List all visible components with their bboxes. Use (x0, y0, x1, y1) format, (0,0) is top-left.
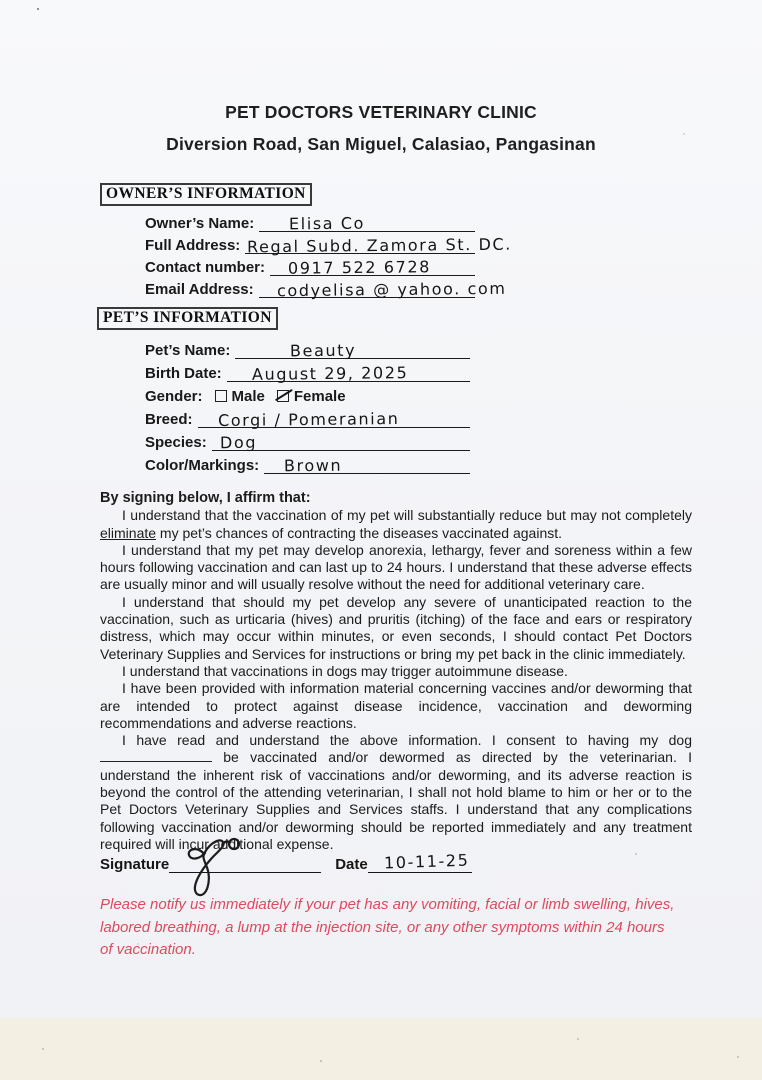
p6-pre: I have read and understand the above information. I consent to having my dog (122, 732, 692, 749)
owner-name-label: Owner’s Name: (145, 215, 255, 232)
owner-email-row (145, 276, 507, 301)
scan-artifacts (37, 8, 39, 10)
female-checkbox-checked-icon (277, 390, 289, 402)
gender-options (208, 388, 351, 405)
underlined-word: eliminate (100, 524, 157, 541)
owner-name-line (259, 209, 475, 232)
pet-gender-row (145, 382, 470, 405)
owner-section-heading: OWNER’S INFORMATION (100, 183, 312, 206)
date-label: Date (335, 856, 368, 873)
owner-address-line (245, 231, 513, 257)
pet-birthdate-label: Birth Date: (145, 365, 222, 382)
owner-address-label: Full Address: (145, 237, 241, 254)
pet-birthdate-value: August 29, 2025 (251, 363, 409, 384)
consent-text-block (100, 490, 692, 853)
owner-address-row (145, 232, 513, 257)
clinic-address: Diversion Road, San Miguel, Calasiao, Pangasinan (166, 134, 596, 154)
p6-post: be vaccinated and/or dewormed as directed by the veterinarian. I understand the inherent risk of vaccinations and/or deworming, and its adverse reaction is beyond the control of the attending veterinarian, I shall not hold blame to him or her or to the Pet Doctors Veterinary Supplies and Services staffs. I understand that any complications following vaccination and/or deworming should be reported immediately and any treatment required will incur additional expense. (100, 749, 692, 852)
date-value: 10-11-25 (383, 850, 470, 873)
owner-email-line (259, 275, 507, 301)
pet-birthdate-line (227, 358, 470, 382)
pet-section-heading: PET’S INFORMATION (97, 307, 278, 330)
affirmation-heading: By signing below, I affirm that: (100, 490, 311, 506)
pet-species-row (145, 428, 470, 451)
p1-post: my pet’s chances of contracting the diseases vaccinated against. (156, 524, 563, 541)
signature-scribble (168, 834, 288, 900)
pet-breed-label: Breed: (145, 411, 193, 428)
owner-fields (145, 210, 513, 301)
female-option-label: Female (293, 388, 346, 405)
pet-breed-row (145, 405, 470, 428)
owner-contact-label: Contact number: (145, 259, 265, 276)
pet-breed-value: Corgi / Pomeranian (217, 409, 400, 430)
owner-email-value: codyelisa @ yahoo. com (276, 278, 507, 301)
pet-name-label: Pet’s Name: (145, 342, 231, 359)
pet-name-line (235, 335, 470, 359)
owner-name-row (145, 210, 475, 232)
pet-species-label: Species: (145, 434, 207, 451)
owner-contact-row (145, 254, 475, 276)
affirmation-paragraph-1 (100, 507, 692, 542)
affirmation-paragraph-3: I understand that should my pet develop any severe of unanticipated reaction to the vaccination, such as urticaria (hives) and pruritis (itching) of the face and ears or respiratory distress, which may occur within minutes, or even seconds, I should contact Pet Doctors Veterinary Supplies and Services for instructions or bring my pet back in the clinic immediately. (100, 593, 692, 662)
pet-species-value: Dog (219, 432, 257, 453)
affirmation-paragraph-4: I understand that vaccinations in dogs may trigger autoimmune disease. (122, 662, 568, 679)
signature-label: Signature (100, 856, 170, 873)
emergency-notice-text: Please notify us immediately if your pet has any vomiting, facial or limb swelling, hives, labored breathing, a lump at the injection site, or any other symptoms within 24 hours of vaccination. (100, 896, 675, 958)
pet-birthdate-row (145, 359, 470, 382)
affirmation-paragraph-5: I have been provided with information material concerning vaccines and/or deworming that are intended to protect against disease incidence, vaccination and deworming recommendations and adverse reactions. (100, 680, 692, 731)
owner-name-value: Elisa Co (289, 213, 366, 234)
pet-fields (145, 336, 470, 474)
dog-name-blank-line (100, 750, 212, 762)
owner-contact-line (270, 253, 475, 276)
pet-color-row (145, 451, 470, 474)
male-option-label: Male (231, 388, 265, 405)
owner-address-value: Regal Subd. Zamora St. DC. (247, 234, 513, 257)
pet-color-value: Brown (284, 455, 343, 476)
affirmation-paragraph-2: I understand that my pet may develop anorexia, lethargy, fever and soreness within a few hours following vaccination and can last up to 24 hours. I understand that these adverse effects are usually minor and will usually resolve without the need for additional veterinary care. (100, 541, 692, 593)
scanner-background-band (0, 1018, 762, 1080)
pet-color-line (264, 450, 470, 474)
owner-contact-value: 0917 522 6728 (287, 257, 432, 278)
pet-gender-label: Gender: (145, 388, 203, 405)
pet-name-row (145, 336, 470, 359)
p1-pre: I understand that the vaccination of my pet will substantially reduce but may not completely (122, 507, 692, 524)
owner-email-label: Email Address: (145, 281, 254, 298)
clinic-name: PET DOCTORS VETERINARY CLINIC (225, 102, 537, 122)
pet-breed-line (198, 404, 470, 428)
pet-color-label: Color/Markings: (145, 457, 260, 474)
date-line (368, 850, 472, 873)
male-checkbox-unchecked-icon (215, 390, 227, 402)
pet-species-line (212, 427, 470, 451)
pet-name-value: Beauty (290, 340, 357, 361)
